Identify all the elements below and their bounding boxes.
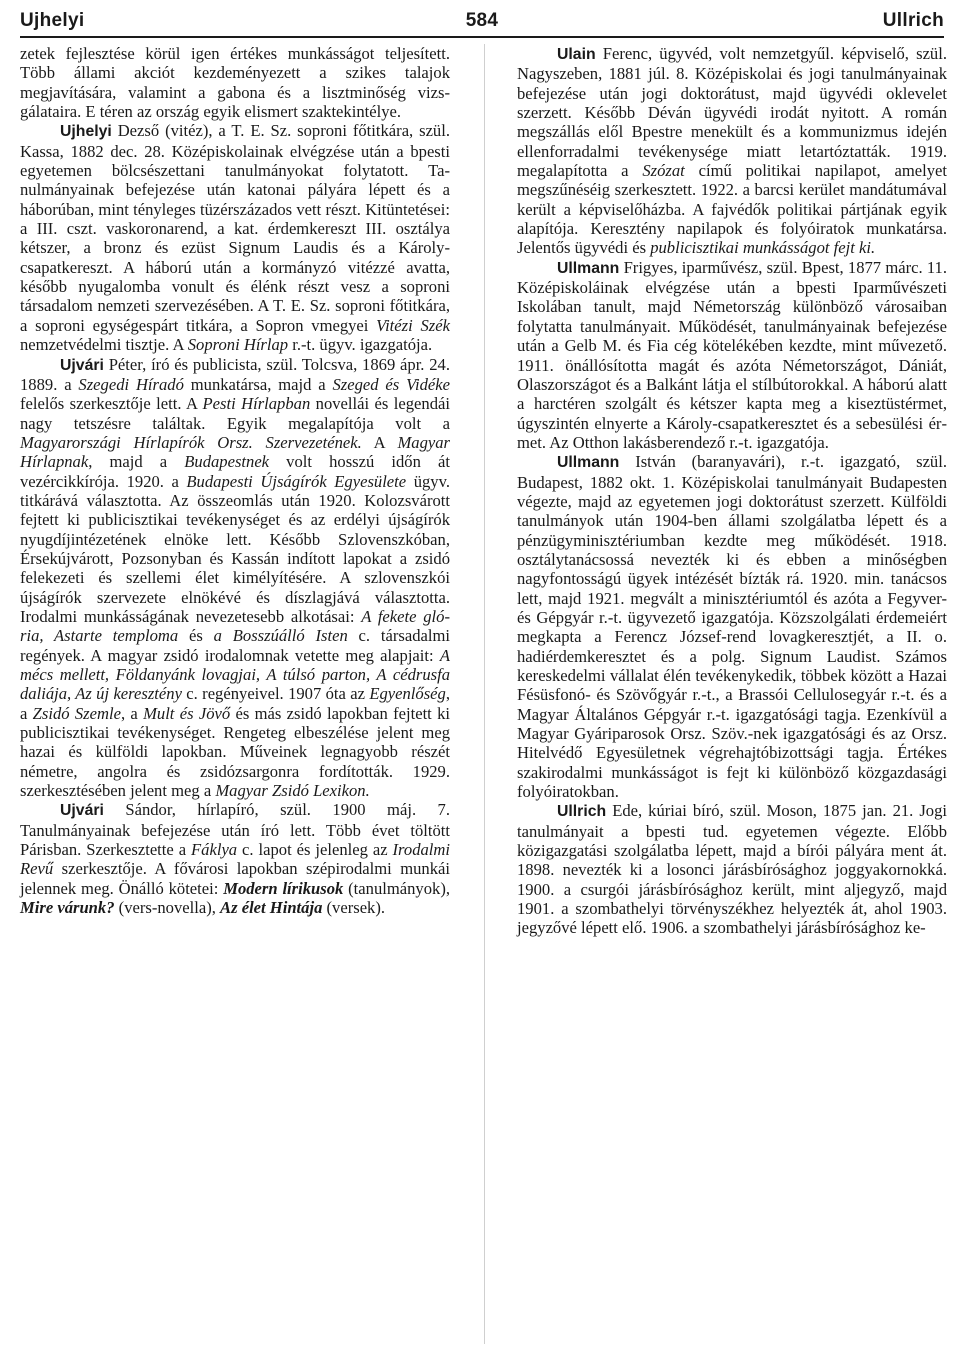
entry-text: r.-t. ügyv. igazgatója. (288, 335, 433, 355)
entry-italic: Mult és Jövő (143, 703, 231, 723)
entry-ullmann-istvan (517, 452, 947, 801)
entry-text: felelős szerkesztője lett. A (20, 394, 203, 414)
entry-continuation (20, 44, 450, 121)
entry-text: c. társadalmi regények. A magyar zsidó irodalomnak vetette meg alapjait: (20, 626, 450, 665)
entry-headword: Ullrich (557, 803, 607, 821)
entry-italic: Budapestnek (184, 452, 270, 472)
entry-text: zetek fejlesztése körül igen értékes munkásságot teljesített. Több állami akciót kezdeményezett a szikes talajok megjavítására, valamint a gabona és a lisztminőség vizsgálataira. E téren az ország egyik elismert szaktekintélye. (20, 44, 450, 122)
entry-text: , a (20, 684, 450, 723)
entry-text: novellái és legendái nagy tetszésre találtak. Egyik megalapítója volt a (20, 394, 450, 433)
entry-text: Sándor, hírlapíró, szül. 1900 máj. 7. Tanulmányainak befejezése után író lett. Több évet töltött Párisban. Szerkesztette a (20, 800, 450, 860)
entry-italic: Szegedi Híradó (78, 374, 184, 394)
entry-text: szerkesztője. A fővárosi lapokban szépirodalmi munkái jelennek meg. Önálló kötetei: (20, 859, 450, 898)
entry-italic: Soproni Hírlap (187, 335, 289, 355)
entry-text: c. regényeivel. 1907 óta az (181, 684, 370, 704)
entry-text: Ede, kúriai bíró, szül. Moson, 1875 jan. 21. Jogi tanulmányait a bpesti tud. egyetemen végezte. Előbb közigazgatási szolgálatba lépett, majd a bírói pályára ment át. 1898. nevezték ki a losonci járásbírósághoz joggyakornokká. 1900. a csurgói járásbírósághoz került, mint aljegyző, majd 1901. a szombathelyi törvényszékhez helyezték át, ahol 1903. jegyzővé lépett elő. 1906. a szombathelyi járásbírósághoz ke- (517, 801, 947, 938)
entry-italic: Zsidó Szemle (32, 703, 121, 723)
left-column (20, 44, 450, 917)
entry-italic: Pesti Hírlapban (202, 394, 311, 414)
entry-italic: Egyenlőség (369, 684, 446, 704)
entry-text: Ferenc, ügyvéd, volt nemzetgyűl. képviselő, szül. Nagyszeben, 1881 júl. 8. Középiskolai és jogi tanulmányainak befejezése után jogi doktorátust, majd ügyvédi oklevelet szerzett. Később Déván ügyvédi irodát nyitott. A román megszállás elől Bpestre menekült és a kommunizmus idején ellenforradalmi tevékenysége miatt letartóztatták. 1919. megalapította a (517, 44, 947, 181)
entry-italic: Magyar Hírlapnak (20, 432, 451, 472)
right-running-head: Ullrich (882, 10, 944, 31)
entry-text: , majd a (88, 452, 185, 472)
entry-italic: Fáklya (191, 840, 238, 860)
entry-italic: Magyarországi Hírlapírók Orsz. Szervezetének. (20, 432, 362, 452)
entry-italic: A mécs mellett, Földanyánk lovagjai, A túlsó parton, A cédrusfa daliája, Az új keresztény (20, 645, 450, 704)
entry-ujvari-peter (20, 355, 450, 801)
entry-headword: Ujhelyi (60, 123, 112, 141)
column-divider (484, 44, 485, 1344)
entry-text: és (178, 626, 214, 646)
page-number: 584 (465, 10, 499, 31)
entry-italic: Mire várunk? (20, 898, 115, 918)
entry-text: , a (120, 703, 144, 723)
entry-text: című politikai napilapot, amelyet megszűnéséig szerkesztett. 1922. a barcsi kerület mandátumával került a képviselőházba. A fajvédők politikai pártjának egyik alapítója. Keresztény napilapok és folyóiratok munkatársa. Jelentős ügyvédi és (517, 161, 947, 258)
entry-headword: Ujvári (60, 802, 104, 820)
entry-headword: Ujvári (60, 356, 104, 374)
entry-italic: Szeged és Vidéke (332, 374, 450, 394)
entry-text: nemzetvédelmi tisztje. A (20, 335, 188, 355)
entry-italic: Irodalmi Revű (20, 840, 450, 879)
entry-headword: Ullmann (557, 454, 620, 472)
entry-text: (vers-novella), (114, 898, 221, 918)
entry-text: c. lapot és jelenleg az (237, 840, 393, 860)
entry-italic: Budapesti Újságírók Egyesülete (186, 471, 407, 491)
entry-text: (versek). (322, 898, 386, 918)
entry-italic: Magyar Zsidó Lexikon. (215, 781, 370, 801)
entry-text: Frigyes, iparművész, szül. Bpest, 1877 márc. 11. Középiskoláinak elvégzése után a bpesti Iparművészeti Iskolában tanult, majd Németország különböző városaiban folytatta tanulmányait. Működését, tanulmányainak befejezése után a Gelb M. és Fia cég kötelékében kezdte, mint művezető. 1911. önállósította magát és azóta Németországot, Dániát, Olaszországot és a Balkánt látja el stílbútorokkal. A háború alatt a harctéren szolgált és kétszer kapta meg a kiseztüstérmet, úgyszintén elnyerte a Károly-csapatkeresztet és a sebesülési érmet. Az Otthon lakásberendező r.-t. igazgatója. (517, 257, 947, 452)
entry-text: (tanulmányok), (343, 878, 450, 898)
entry-text: Dezső (vitéz), a T. E. Sz. soproni főtitkára, szül. Kassa, 1882 dec. 28. Középiskolainak elvégzése után a bpesti egyetemen bölcsészettani tanulmányokat folytatott. Tanulmányainak befejezése után katonai pályára lépett és a háborúban, mint tényleges tüzérszázados vett részt. Kitüntetései: a III. cszt. vaskoronarend, a kat. érdemkereszt III. osztálya kétszer, a bronz és ezüst Signum Laudis és a Károly-csapatkereszt. A háború után a kormányzó vitézzé avatta, később nyugalomba vonult és élénk részt vesz a soproni társadalom nemzeti szervezésében. A T. E. Sz. soproni főtitkára, a soproni egységespárt titkára, a Sopron vmegyei (20, 121, 450, 335)
left-running-head: Ujhelyi (20, 10, 85, 31)
entry-text: A (361, 432, 398, 452)
entry-ujhelyi-dezso (20, 121, 450, 354)
entry-italic: Az élet Hintája (220, 898, 323, 918)
entry-headword: Ulain (557, 46, 596, 63)
entry-ujvari-sandor (20, 800, 450, 917)
entry-italic: Szózat (642, 161, 685, 181)
entry-italic: A fekete glória, Astarte temploma (20, 606, 450, 646)
entry-italic: a Bosszúálló Isten (213, 626, 348, 646)
entry-text: ügyv. titkárává választotta. Az összeomlás után 1920. Kolozsvárott fejtett ki publicisztikai tevékenységet és az erdélyi újságírók nyugdíjintézetének elnöke lett. Később Szlovenszkóban, Érsekújvárott, Pozsonyban és Kassán indított lapokat a zsidó felekezeti és szellemi élet kimélyítésére. A szlovenszkói újságírók szervezete elnökévé és díszlagjává választotta. Irodalmi munkásságának nevezetesebb alkotásai: (20, 471, 450, 626)
entry-italic: publicisztikai munkásságot fejt ki. (650, 238, 876, 258)
entry-text: volt hosszú időn át vezércikkírója. 1920. a (20, 452, 450, 491)
entry-italic: Vitézi Szék (376, 315, 450, 335)
entry-italic: Modern lírikusok (223, 878, 344, 898)
page-header (20, 6, 944, 38)
entry-ullrich-ede (517, 801, 947, 937)
entry-headword: Ullmann (557, 259, 620, 277)
entry-text: István (baranyavári), r.-t. igazgató, szül. Budapest, 1882 okt. 1. Középiskolai tanulmányait Budapesten végezte, majd az egyetemen jogi doktorátust szerzett. Külföldi tanulmányok után 1904-ben állami szolgálatba lépett és a pénzügyminisztériumban kezdte meg működését. 1918. osztálytanácsossá nevezték ki és ebben a minőségben nagyfontosságú ügyek intézését bízták rá. 1920. min. tanácsos lett, majd 1921. megvált a minisztériumtól és azóta a Fegyver- és Gépgyár r.-t. ügyvezető igazgatója. Közszolgálati érdemeiért megkapta a Ferencz József-rend lovagkeresztjét, a II. o. hadiérdemkeresztet és a polg. Signum Laudist. Számos kereskedelmi vállalat élén tevékenykedik, többek között a Hazai Fésüsfonó- és Szövőgyár r.-t., a Brassói Cellulosegyár r.-t. és a Magyar Általános Gépgyár r.-t. igazgatósági tagja. Ezenkívül a Magyar Gyáriparosok Orsz. Szöv.-nek igazgatósági és az Orsz. Hitelvédő Egyesületnek végrehajtóbizottsági tagja. Értékes szakirodalmi munkásságot is fejt ki különböző közgazdasági folyóiratokban. (517, 452, 947, 802)
entry-text: munkatársa, majd a (183, 374, 333, 394)
entry-ulain-ferenc (517, 44, 947, 258)
entry-text: és más zsidó lapokban fejtett ki publicisztikai tevékenységet. Rengeteg elbeszélése jelent meg hazai és külföldi lapokban. Műveinek legnagyobb részét németre, angolra és zsidózsargonra fordították. 1929. szerkesztésében jelent meg a (20, 703, 450, 801)
right-column (517, 44, 947, 938)
entry-text: Péter, író és publicista, szül. Tolcsva, 1869 ápr. 24. 1889. a (20, 354, 450, 394)
entry-ullmann-frigyes (517, 258, 947, 452)
